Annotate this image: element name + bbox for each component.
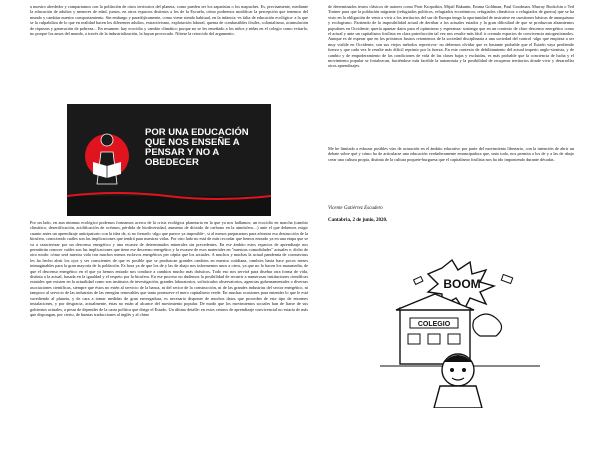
right-column (328, 4, 574, 223)
right-paragraph-1: de determinados textos clásicos de autores como Piotr Kropotkin, Mijail Bakunin, Emma Goldman, Paul Goodman, Murray Bookchin o Ted Trainer para que la población migrante (refugiados políticos, refugiados económicos, refugiados climáticos o refugiados de guerra) que se ha visto en la obligación de venir a vivir a los territorios del sur de Europa tenga la oportunidad de instruirse en cuestiones básicas de anarquismo y ecologismo. Partiendo de la imposibilidad actual de derribar a los actuales estados y la gran dificultad de que se produzcan alzamientos populares en Occidente, quería apuntar datos para el optimismo y esperanza: sostengo que en un contexto de claro descenso energético como el actual y ante un capitalismo fosilista en clara putrefacción tal vez nos resulte más fácil ir creando espacios de convivencia autogestionados. Aunque es de esperar que en los próximos lustros retomemos de la sociedad disciplinaria a una sociedad del control -algo que empieza a ser muy visible en Occidente, son sus viejos métodos represivos- no debemos olvidar que es bastante probable que el Estado vaya perdiendo fuerza y que cada vez le resulte más difícil reprimir por la fuerza. En este contexto de debilitamiento del actual imperio anglo-sionista, y de cambio y de empoderamiento de las condiciones de vida de las clases bajas y excluidas, es más probable que la conciencia de lucha y el movimiento popular se fortalezcan, haciéndose más factible la autonomía y la posibilidad de recuperar territorios donde vivir y desarrollar otros aprendizajes. (328, 4, 574, 69)
left-column (30, 4, 308, 460)
left-paragraph-1: a nuestro alrededor y compartamos con la población de otros territorios del planeta, como pueden ser los zapatistas o los mapuches. Es, precisamente, mediante la educación de adultos y menores de edad, juntos, en otros espacios distintos a los de la Escuela, cómo podremos modificar la percepción que tenemos del mundo y cambiar nuestro comportamiento. Sin embargo y paradójicamente, como viene siendo habitual, en la infancia -es falta de educación ecológica- a la que se la culpabiliza de lo que en realidad hacen los diferentes adultos, extractivismo, explotación laboral, quema de combustibles fósiles, colonialismo, acumulación de riquezas y generación de pobreza... En resumen: hay ecocidio y cambio climático porque no se les enseñado a los niños y niñas en el colegio como evitarlo, no porque los amos del mundo, a través de la industrialización, la hayan provocado. Nótese la retorcido del argumento. (30, 4, 308, 37)
article-date: Cantabria, 2 de junio, 2020. (328, 218, 388, 223)
right-conclusion-text (328, 146, 574, 196)
right-top-text (328, 4, 574, 136)
poster-slogan: POR UNA EDUCACIÓN QUE NOS ENSEÑE A PENSAR Y NO A OBEDECER (145, 127, 249, 168)
school-cartoon (370, 258, 548, 408)
right-paragraph-2: Me he limitado a esbozar posibles vías de actuación en el ámbito educativo por parte del movimiento libertario, con la intención de abrir un debate sobre qué y cómo ha de articularse una educación verdaderamente emancipadora que, unto todo, nos permita a los de y a las de abajo crear una cultura propia, distinta de la cultura poquete-burguesa que el capitalismo fosilista nos ha ido imponiendo durante décadas. (328, 146, 574, 162)
left-paragraph-2: Por un lado, en aun ninnnus ecológico podemos formamos acerca de la crisis ecológica planetaria en la que ya nos hallamos; un ecocidio en marcha (cambio climático, desertificación, acidificación de océanos, pérdida de biodiversidad, aumento de dióxido de carbono en la atmósfera…) ante el que debemos exigir cuanto antes un aprendizaje anticipatorio con la idea de, si no frenarlo -algo que parece ya imposible-, si al menos prepararnos para afrontar esa destrucción de la biosfera, conociendo cuáles son las implicaciones que tendrá para nuestras vidas. Por otro lado no está de más recordar que hemos entrado ya en una etapa que se va a caracterizar por un descenso energético y una escasez de determinados minerales sin precedentes. En ese ámbito estos espacios de aprendizaje nos permitirán conocer cuáles son las implicaciones que tiene ese descenso energético y la escasez de esos materiales en "nuestras comodidades" actuales e, dicho de otro modo: cómo será nuestra vida con muchos menos esclavos energéticos per cápita que los actuales. A muchos y muchas la actual pandemia de coronavirus les ha hecho abrir los ojos y ser conscientes de que es posible que se produzcan grandes cambios en nuestra cotidiana, cambios hasta hace pocos meses inimaginables para la gran mayoría de la población. Es hora ya de que los de y las de abajo nos informemos unos a otros, ya que no lo hacen los massmedia, de que el descenso energético en el que ya hemos entrado nos conduce a cambios mucho más drásticos. Todo eso nos servirá para diseñar otra forma de vida, distinta a la actual, basada en la igualdad y el respeto por la biosfera. En ese proceso no dudemos la posibilidad de recurrir a numerosas instituciones científicas estatales que existen en la actualidad como son institutos de investigación, grandes laboratorios, sofisticados observatorios, agencias gubernamentales o diversas asociaciones científicas, siempre que éstos no estén al servicio de la banca, ni del sector de la construcción, ni de las grandes industrias del sector energético, ni tampoco al servicio de las industrias de las energías renovables que tanto promueve el mero capitalismo verde. En muchas ocasiones para entender lo que le está sucediendo al planeta, y de cara a tomar medidas de gran envergadura, es necesario disponer de muchos datos que proceden de este tipo de enormes instalaciones, y por desgracia, actualmente, éstas no están al alcance del movimiento popular. De modo que los movimientos sociales han de fiarse de sus gobiernos actuales, a pesar de depender de la casta política que dirige el Estado. Un último detalle: en estos centros de aprendizaje convivencial no estaría de más que dispongan, por cierto, de buenas traducciones al inglés y al chino (30, 220, 308, 317)
left-top-text (30, 4, 308, 98)
boom-label: BOOM (443, 277, 481, 291)
left-bottom-text (30, 220, 308, 460)
education-poster (67, 104, 271, 216)
author-signature: Vicente Gutiérrez Escudero (328, 206, 383, 211)
school-sign: COLEGIO (417, 321, 451, 328)
